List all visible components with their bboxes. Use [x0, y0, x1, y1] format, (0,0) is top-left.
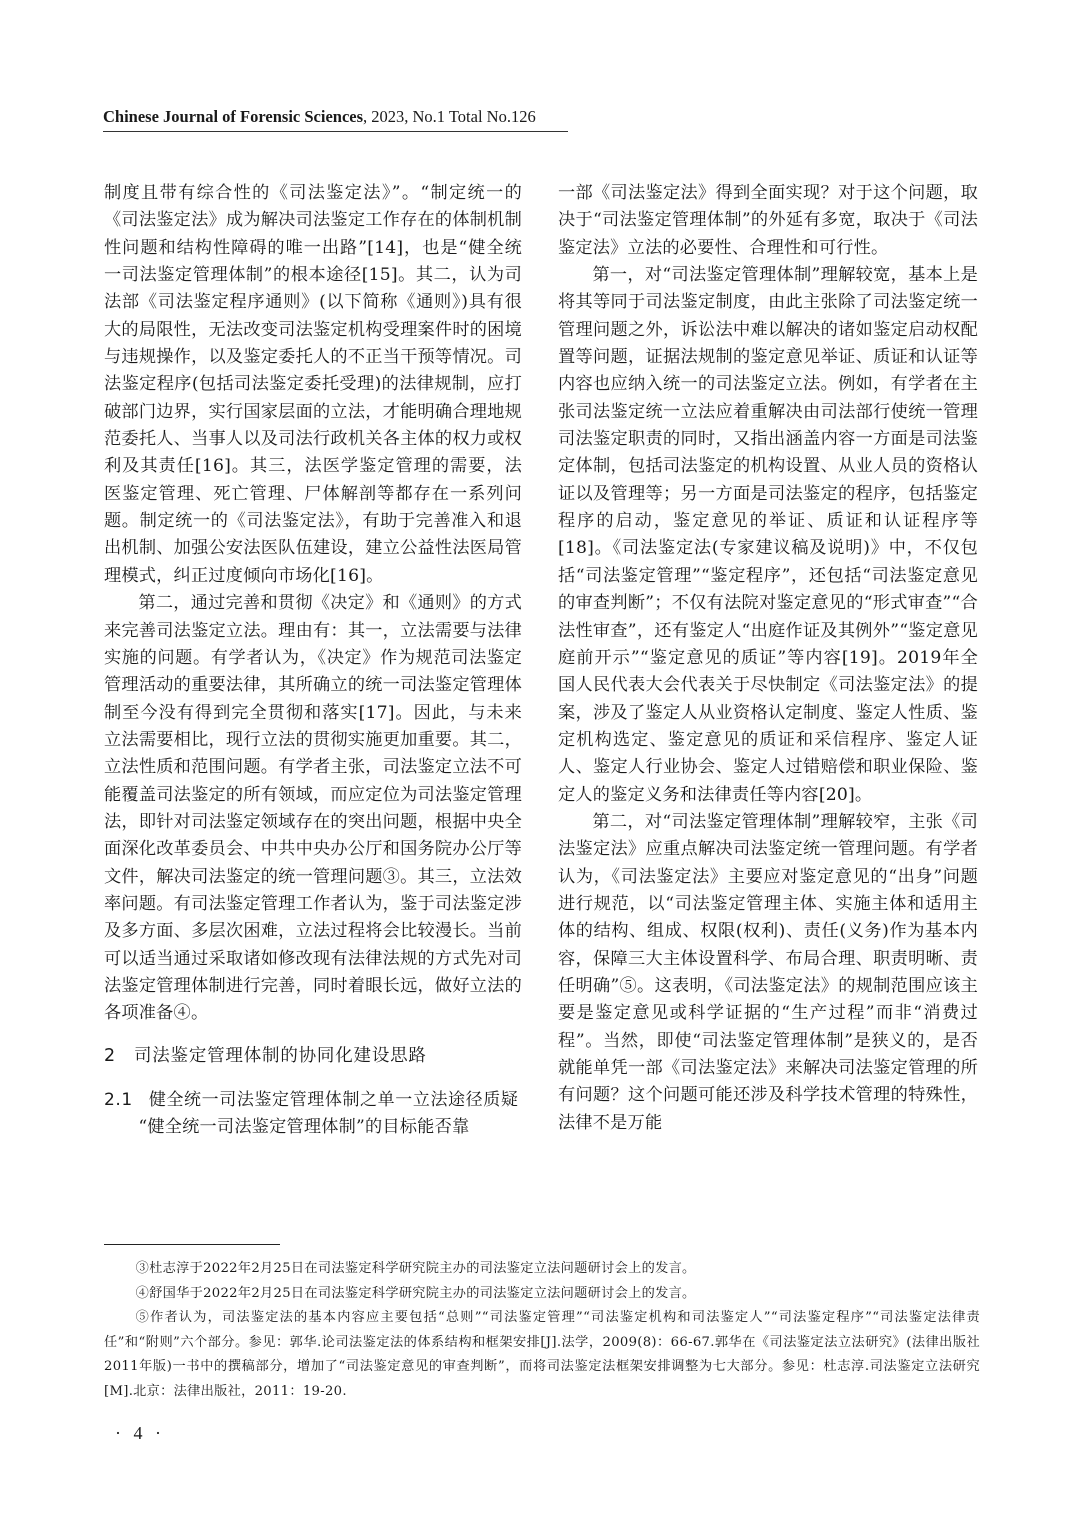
- footnote-4: ④舒国华于2022年2月25日在司法鉴定科学研究院主办的司法鉴定立法问题研讨会上的发言。: [135, 1285, 696, 1301]
- right-column: [558, 180, 978, 1137]
- section-number: 2: [104, 1045, 116, 1066]
- issue-info: , 2023, No.1 Total No.126: [363, 107, 536, 126]
- journal-name: Chinese Journal of Forensic Sciences: [103, 107, 364, 126]
- left-paragraph-1: 制度且带有综合性的《司法鉴定法》”。“制定统一的《司法鉴定法》成为解决司法鉴定工作存在的体制机制性问题和结构性障碍的唯一出路”[14]，也是“健全统一司法鉴定管理体制”的根本途径[15]。其二，认为司法部《司法鉴定程序通则》(以下简称《通则》)具有很大的局限性，无法改变司法鉴定机构受理案件时的困境与违规操作，以及鉴定委托人的不正当干预等情况。司法鉴定程序(包括司法鉴定委托受理)的法律规制，应打破部门边界，实行国家层面的立法，才能明确合理地规范委托人、当事人以及司法行政机关各主体的权力或权利及其责任[16]。其三，法医学鉴定管理的需要，法医鉴定管理、死亡管理、尸体解剖等都存在一系列问题。制定统一的《司法鉴定法》，有助于完善准入和退出机制、加强公安法医队伍建设，建立公益性法医局管理模式，纠正过度倾向市场化[16]。: [104, 183, 522, 586]
- left-paragraph-3: “健全统一司法鉴定管理体制”的目标能否靠: [138, 1116, 470, 1137]
- subsection-heading-2-1: [104, 1086, 522, 1114]
- running-head: [103, 107, 663, 127]
- right-paragraph-2: 第一，对“司法鉴定管理体制”理解较宽，基本上是将其等同于司法鉴定制度，由此主张除了司法鉴定统一管理问题之外，诉讼法中难以解决的诸如鉴定启动权配置等问题，证据法规制的鉴定意见举证、质证和认证等内容也应纳入统一的司法鉴定立法。例如，有学者在主张司法鉴定统一立法应着重解决由司法部行使统一管理司法鉴定职责的同时，又指出涵盖内容一方面是司法鉴定体制，包括司法鉴定的机构设置、从业人员的资格认证以及管理等；另一方面是司法鉴定的程序，包括鉴定程序的启动，鉴定意见的举证、质证和认证程序等[18]。《司法鉴定法(专家建议稿及说明)》中，不仅包括“司法鉴定管理”“鉴定程序”，还包括“司法鉴定意见的审查判断”；不仅有法院对鉴定意见的“形式审查”“合法性审查”，还有鉴定人“出庭作证及其例外”“鉴定意见庭前开示”“鉴定意见的质证”等内容[19]。2019年全国人民代表大会代表关于尽快制定《司法鉴定法》的提案，涉及了鉴定人从业资格认定制度、鉴定人性质、鉴定机构选定、鉴定意见的质证和采信程序、鉴定人证人、鉴定人行业协会、鉴定人过错赔偿和职业保险、鉴定人的鉴定义务和法律责任等内容[20]。: [558, 265, 978, 805]
- section-heading-2: [104, 1043, 522, 1070]
- subsection-number: 2.1: [104, 1089, 133, 1110]
- left-column: [104, 180, 522, 1141]
- footnote-rule: [104, 1244, 280, 1245]
- header-rule: [103, 131, 568, 132]
- right-paragraph-3: 第二，对“司法鉴定管理体制”理解较窄，主张《司法鉴定法》应重点解决司法鉴定统一管理问题。有学者认为，《司法鉴定法》主要应对鉴定意见的“出身”问题进行规范，以“司法鉴定管理主体、实施主体和适用主体的结构、组成、权限(权利)、责任(义务)作为基本内容，保障三大主体设置科学、布局合理、职责明晰、责任明确”⑤。这表明，《司法鉴定法》的规制范围应该主要是鉴定意见或科学证据的“生产过程”而非“消费过程”。当然，即使“司法鉴定管理体制”是狭义的，是否就能单凭一部《司法鉴定法》来解决司法鉴定管理的所有问题？这个问题可能还涉及科学技术管理的特殊性，法律不是万能: [558, 811, 978, 1133]
- footnote-5: ⑤作者认为，司法鉴定法的基本内容应主要包括“总则”“司法鉴定管理”“司法鉴定机构和司法鉴定人”“司法鉴定程序”“司法鉴定法律责任”和“附则”六个部分。参见：郭华.论司法鉴定法的体系结构和框架安排[J].法学，2009(8)：66-67.郭华在《司法鉴定法立法研究》(法律出版社2011年版)一书中的撰稿部分，增加了“司法鉴定意见的审查判断”，而将司法鉴定法框架安排调整为七大部分。参见：杜志淳.司法鉴定立法研究[M].北京：法律出版社，2011：19-20.: [104, 1310, 980, 1399]
- subsection-title: 健全统一司法鉴定管理体制之单一立法途径质疑: [148, 1089, 519, 1110]
- left-paragraph-2: 第二，通过完善和贯彻《决定》和《通则》的方式来完善司法鉴定立法。理由有：其一，立法需要与法律实施的问题。有学者认为，《决定》作为规范司法鉴定管理活动的重要法律，其所确立的统一司法鉴定管理体制至今没有得到完全贯彻和落实[17]。因此，与未来立法需要相比，现行立法的贯彻实施更加重要。其二，立法性质和范围问题。有学者主张，司法鉴定立法不可能覆盖司法鉴定的所有领域，而应定位为司法鉴定管理法，即针对司法鉴定领域存在的突出问题，根据中央全面深化改革委员会、中共中央办公厅和国务院办公厅等文件，解决司法鉴定的统一管理问题③。其三，立法效率问题。有司法鉴定管理工作者认为，鉴于司法鉴定涉及多方面、多层次困难，立法过程将会比较漫长。当前可以适当通过采取诸如修改现有法律法规的方式先对司法鉴定管理体制进行完善，同时着眼长远，做好立法的各项准备④。: [104, 593, 522, 1024]
- footnote-3: ③杜志淳于2022年2月25日在司法鉴定科学研究院主办的司法鉴定立法问题研讨会上的发言。: [135, 1261, 696, 1276]
- page-number: · 4 ·: [115, 1423, 165, 1443]
- section-title: 司法鉴定管理体制的协同化建设思路: [133, 1045, 427, 1066]
- right-paragraph-1: 一部《司法鉴定法》得到全面实现？对于这个问题，取决于“司法鉴定管理体制”的外延有多宽，取决于《司法鉴定法》立法的必要性、合理性和可行性。: [558, 183, 978, 258]
- footnotes: [104, 1257, 980, 1404]
